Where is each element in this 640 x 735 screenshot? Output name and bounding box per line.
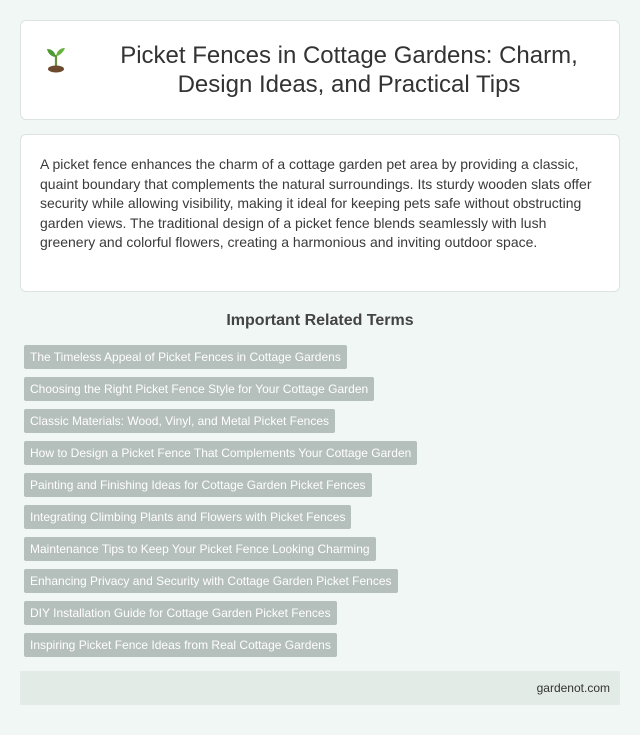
related-term-link[interactable]: Choosing the Right Picket Fence Style for Your Cottage Garden — [24, 377, 374, 401]
related-terms-heading: Important Related Terms — [226, 312, 414, 329]
footer-site-link[interactable]: gardenot.com — [536, 681, 610, 695]
related-term-link[interactable]: Maintenance Tips to Keep Your Picket Fence Looking Charming — [24, 537, 376, 561]
title-card — [20, 20, 620, 120]
related-term-link[interactable]: Inspiring Picket Fence Ideas from Real Cottage Gardens — [24, 633, 337, 657]
related-term-link[interactable]: The Timeless Appeal of Picket Fences in Cottage Gardens — [24, 345, 347, 369]
related-term-link[interactable]: DIY Installation Guide for Cottage Garden Picket Fences — [24, 601, 337, 625]
related-term-link[interactable]: Classic Materials: Wood, Vinyl, and Metal Picket Fences — [24, 409, 335, 433]
related-term-link[interactable]: Enhancing Privacy and Security with Cottage Garden Picket Fences — [24, 569, 398, 593]
related-terms-list — [24, 345, 620, 665]
intro-card — [20, 134, 620, 292]
intro-paragraph: A picket fence enhances the charm of a cottage garden pet area by providing a classic, quaint boundary that complements the natural surroundings. Its sturdy wooden slats offer security while allowing visibility, making it ideal for keeping pets safe without obstructing garden views. The traditional design of a picket fence blends seamlessly with lush greenery and colorful flowers, creating a harmonious and inviting outdoor space. — [40, 156, 592, 250]
page-title: Picket Fences in Cottage Gardens: Charm, Design Ideas, and Practical Tips — [120, 42, 578, 98]
related-term-link[interactable]: Painting and Finishing Ideas for Cottage Garden Picket Fences — [24, 473, 372, 497]
related-term-link[interactable]: How to Design a Picket Fence That Complements Your Cottage Garden — [24, 441, 417, 465]
sprout-icon — [41, 43, 71, 73]
related-term-link[interactable]: Integrating Climbing Plants and Flowers with Picket Fences — [24, 505, 351, 529]
footer — [20, 671, 620, 705]
title-row — [21, 41, 619, 99]
